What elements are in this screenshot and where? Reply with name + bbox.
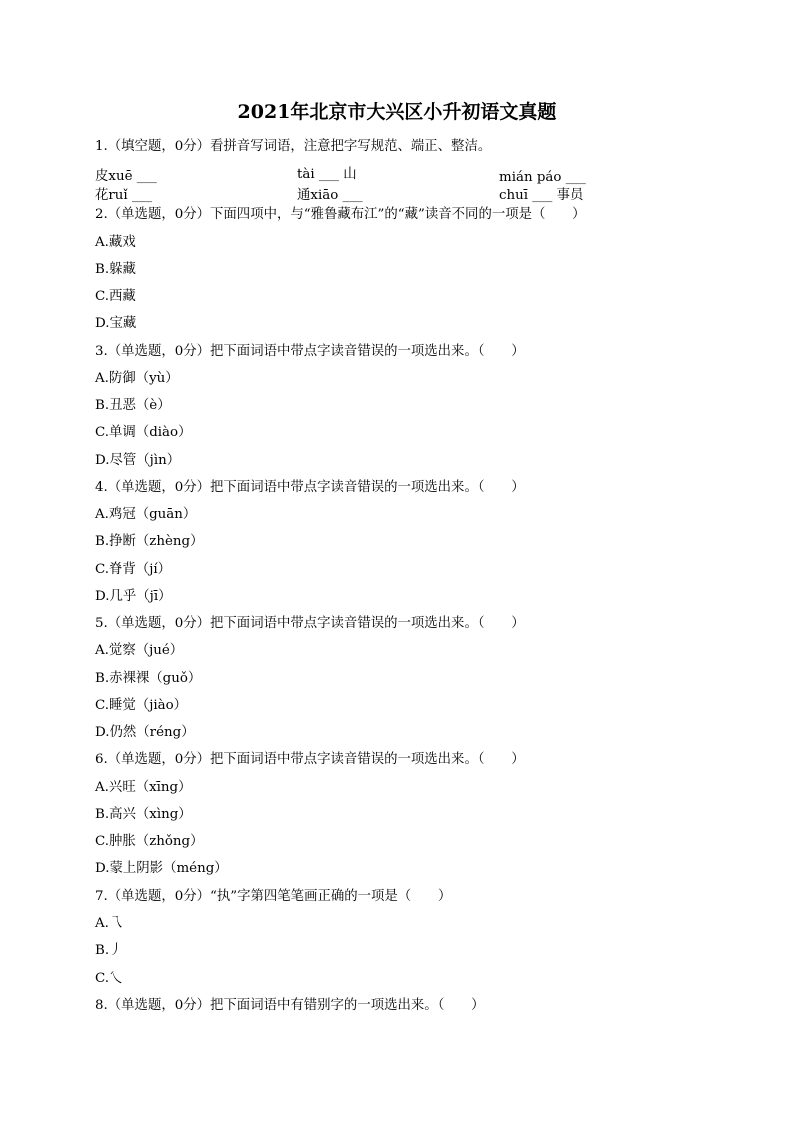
option: A.防御（yù） [95,371,179,386]
option: A.乁 [95,916,123,931]
question-7-stem: 7.（单选题，0分）“执”字第四笔笔画正确的一项是（ ） [95,889,452,904]
option: D.仍然（réng） [95,725,195,740]
question-2-stem: 2.（单选题，0分）下面四项中，与“雅鲁藏布江”的“藏”读音不同的一项是（ ） [95,207,586,222]
option: C.睡觉（jiào） [95,698,188,713]
option: A.鸡冠（guān） [95,507,197,522]
option: C.乀 [95,971,123,986]
page-title: 2021年北京市大兴区小升初语文真题 [237,101,557,123]
option: C.脊背（jí） [95,562,172,577]
option: B.躲藏 [95,262,136,277]
option: A.觉察（jué） [95,643,184,658]
pinyin-item: 皮xuē ___ [95,169,157,184]
option: B.丿 [95,943,123,958]
option: B.赤裸裸（guǒ） [95,671,202,686]
option: C.西藏 [95,289,136,304]
question-3-stem: 3.（单选题，0分）把下面词语中带点字读音错误的一项选出来。（ ） [95,344,525,359]
option: D.蒙上阴影（méng） [95,861,228,876]
option: D.几乎（jī） [95,589,172,604]
question-1-stem: 1.（填空题，0分）看拼音写词语，注意把字写规范、端正、整洁。 [95,139,492,154]
option: B.挣断（zhèng） [95,534,204,549]
pinyin-item: chuī ___ 事员 [499,188,584,203]
option: D.宝藏 [95,316,137,331]
question-4-stem: 4.（单选题，0分）把下面词语中带点字读音错误的一项选出来。（ ） [95,480,525,495]
option: A.兴旺（xīng） [95,780,192,795]
pinyin-item: 通xiāo ___ [297,188,363,203]
option: B.丑恶（è） [95,398,171,413]
option: D.尽管（jìn） [95,453,181,468]
question-8-stem: 8.（单选题，0分）把下面词语中有错别字的一项选出来。（ ） [95,998,485,1013]
option: C.肿胀（zhǒng） [95,834,204,849]
pinyin-item: 花ruǐ ___ [95,188,153,203]
pinyin-item: tài ___ 山 [297,167,357,182]
question-5-stem: 5.（单选题，0分）把下面词语中带点字读音错误的一项选出来。（ ） [95,616,525,631]
option: B.高兴（xìng） [95,807,192,822]
question-6-stem: 6.（单选题，0分）把下面词语中带点字读音错误的一项选出来。（ ） [95,752,525,767]
option: C.单调（diào） [95,425,192,440]
option: A.藏戏 [95,235,136,250]
pinyin-item: mián páo ___ [499,170,586,185]
